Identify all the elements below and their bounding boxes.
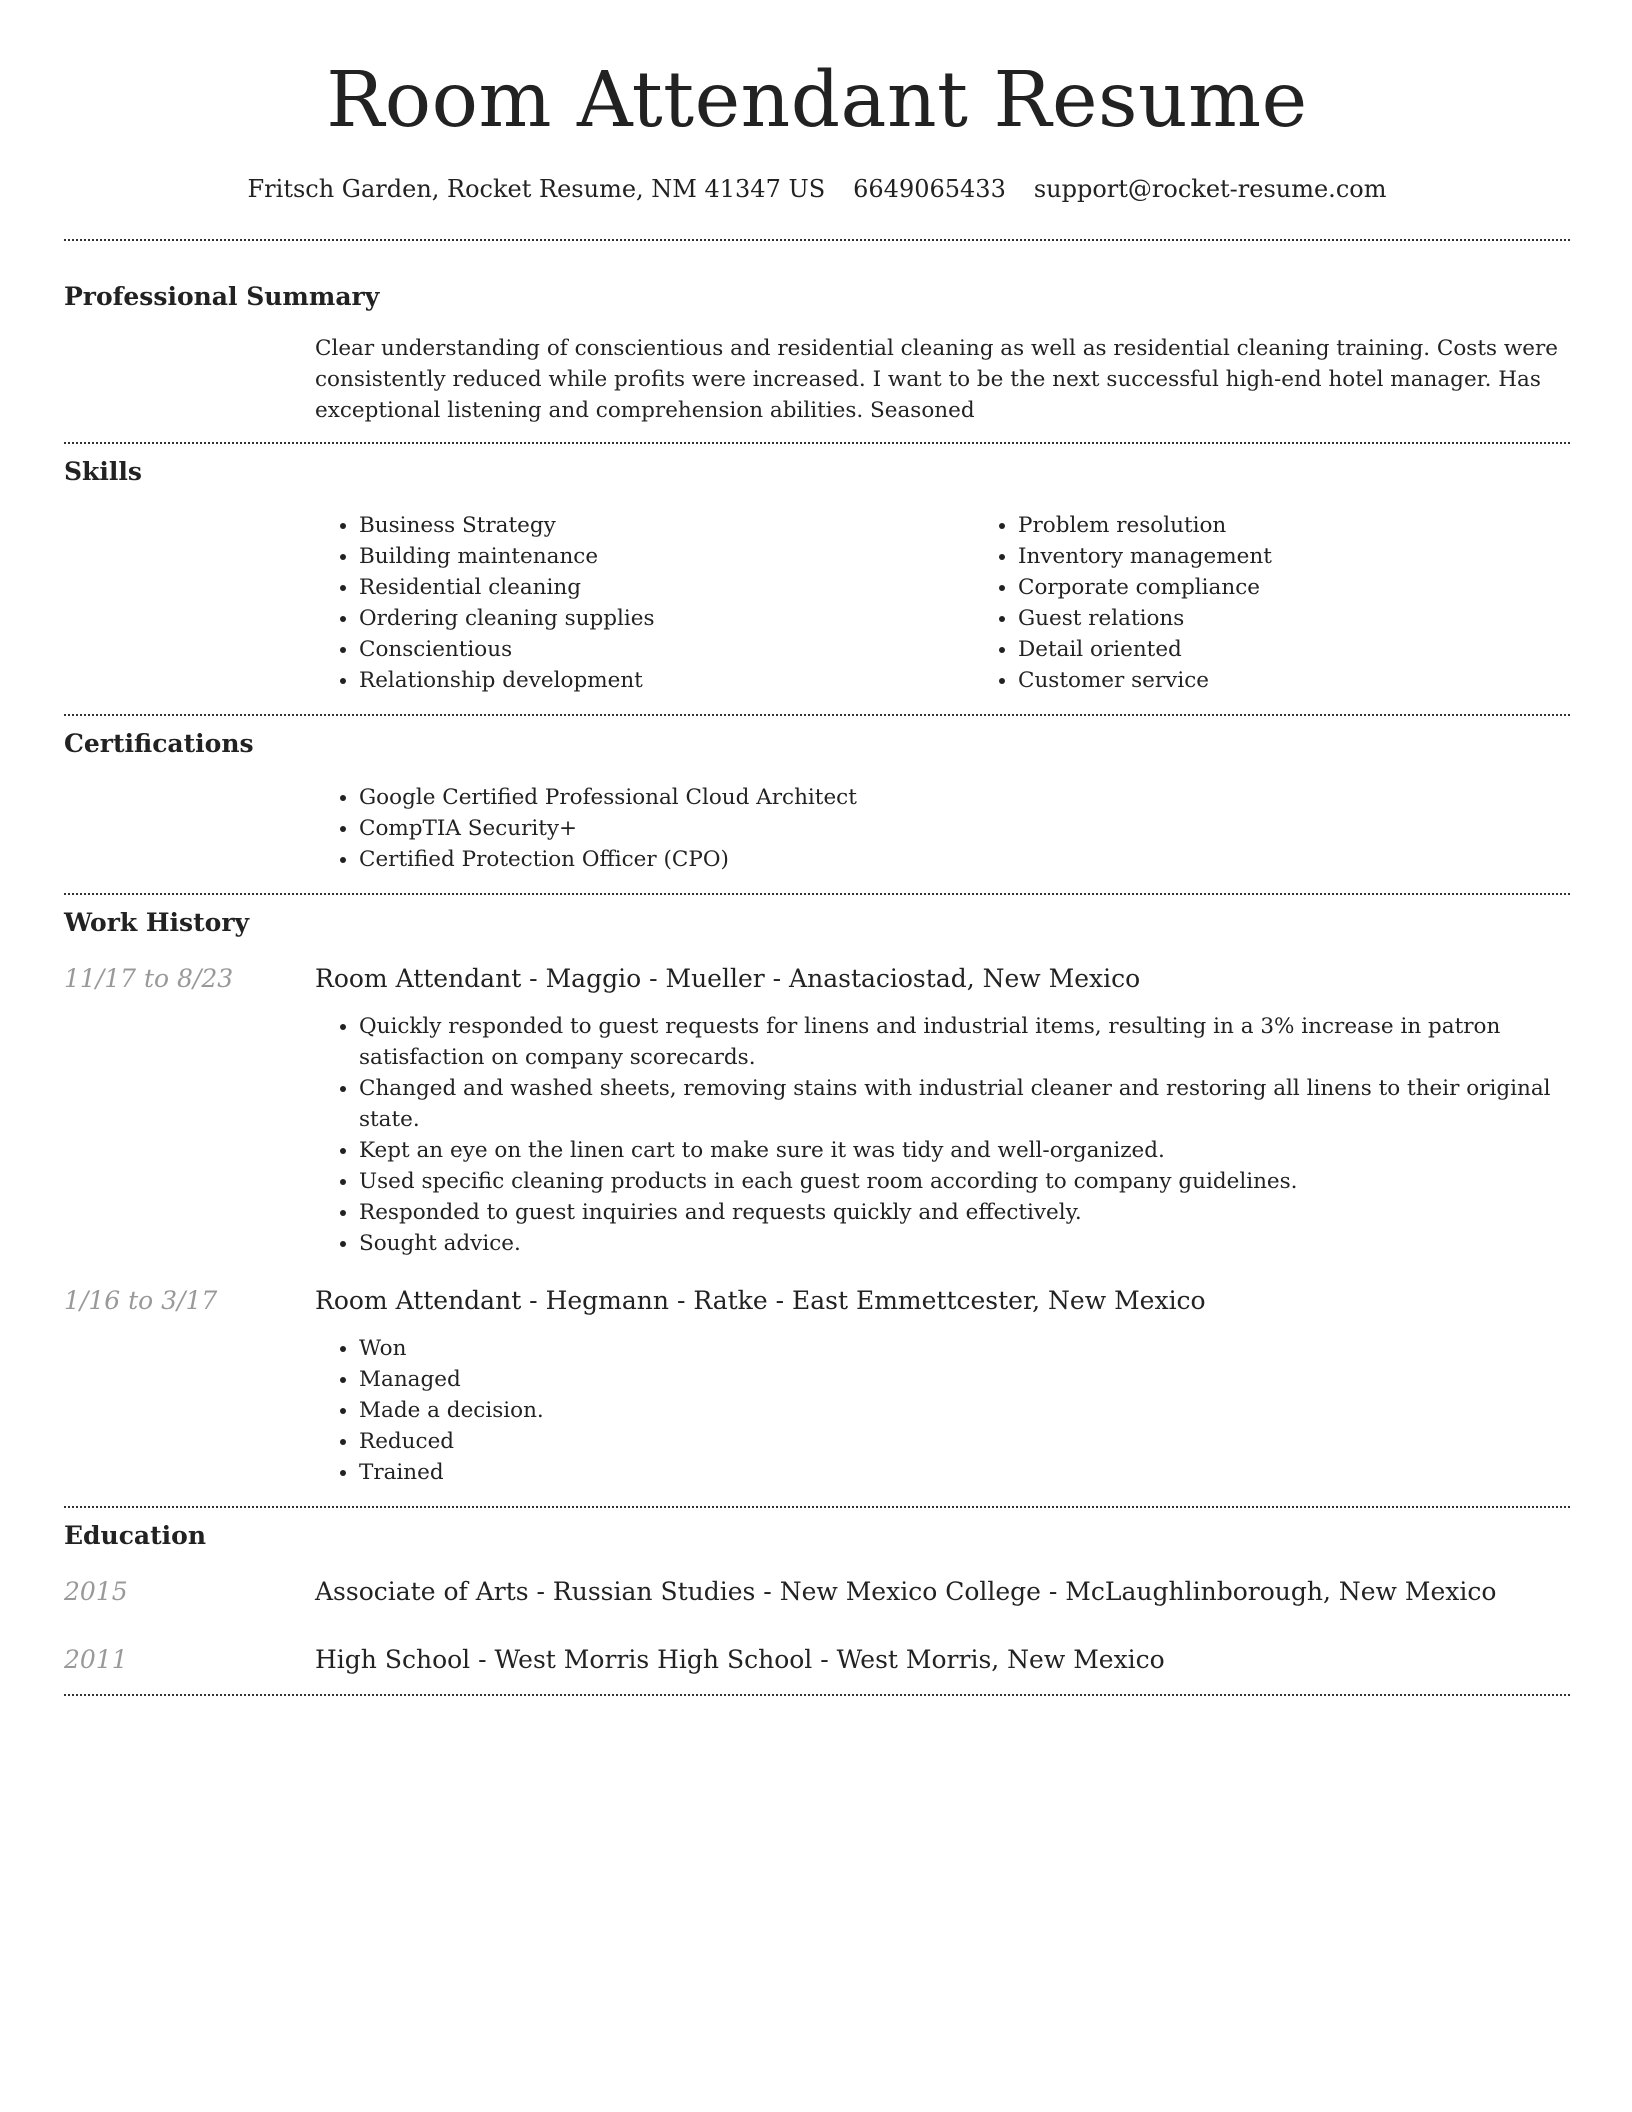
education-section [64, 1508, 1570, 1676]
education-year: 2015 [64, 1577, 128, 1606]
list-item: • Responded to guest inquiries and requests quickly and effectively. [359, 1197, 1570, 1228]
education-year: 2011 [64, 1645, 128, 1674]
summary-heading: Professional Summary [64, 282, 380, 311]
skills-section [64, 444, 1570, 696]
contact-line [64, 174, 1570, 204]
education-heading: Education [64, 1521, 207, 1550]
job-bullets [315, 1011, 1570, 1259]
skills-grid [315, 510, 1632, 696]
job-dates: 1/16 to 3/17 [64, 1286, 218, 1315]
list-item: • Conscientious [359, 634, 974, 665]
list-item: • Won [359, 1333, 1570, 1364]
list-item: • CompTIA Security+ [359, 813, 1570, 844]
education-entry [64, 1644, 1570, 1676]
resume-title: Room Attendant Resume [326, 56, 1308, 145]
work-section [64, 895, 1570, 1488]
job-entry [64, 1285, 1570, 1488]
list-item: • Business Strategy [359, 510, 974, 541]
list-item: • Reduced [359, 1426, 1570, 1457]
summary-text: Clear understanding of conscientious and residential cleaning as well as residential cleaning training. Costs were consistently reduced while profits were increased. I want to be the next successful high-end hotel manager. Has exceptional listening and comprehension abilities. Seasoned [315, 336, 1558, 423]
list-item: • Residential cleaning [359, 572, 974, 603]
list-item: • Detail oriented [1018, 634, 1632, 665]
list-item: • Managed [359, 1364, 1570, 1395]
work-heading: Work History [64, 908, 250, 937]
education-text: High School - West Morris High School - West Morris, New Mexico [315, 1645, 1165, 1674]
list-item: • Google Certified Professional Cloud Architect [359, 782, 1570, 813]
skills-list-left [315, 510, 974, 696]
resume-page [64, 0, 1570, 1696]
job-title: Room Attendant - Maggio - Mueller - Anastaciostad, New Mexico [315, 964, 1141, 993]
list-item: • Ordering cleaning supplies [359, 603, 974, 634]
contact-address: Fritsch Garden, Rocket Resume, NM 41347 US [247, 175, 826, 203]
list-item: • Relationship development [359, 665, 974, 696]
job-title: Room Attendant - Hegmann - Ratke - East Emmettcester, New Mexico [315, 1286, 1206, 1315]
list-item: • Problem resolution [1018, 510, 1632, 541]
list-item: • Made a decision. [359, 1395, 1570, 1426]
list-item: • Corporate compliance [1018, 572, 1632, 603]
skills-heading: Skills [64, 457, 142, 486]
job-entry [64, 963, 1570, 1259]
job-bullets [315, 1333, 1570, 1488]
list-item: • Used specific cleaning products in each guest room according to company guidelines. [359, 1166, 1570, 1197]
divider [64, 1694, 1570, 1696]
contact-email: support@rocket-resume.com [1033, 175, 1387, 203]
list-item: • Guest relations [1018, 603, 1632, 634]
education-entry [64, 1576, 1570, 1608]
job-dates: 11/17 to 8/23 [64, 964, 234, 993]
summary-section [64, 241, 1570, 426]
skills-list-right [974, 510, 1632, 696]
certifications-heading: Certifications [64, 729, 254, 758]
list-item: • Kept an eye on the linen cart to make sure it was tidy and well-organized. [359, 1135, 1570, 1166]
list-item: • Sought advice. [359, 1228, 1570, 1259]
contact-phone: 6649065433 [853, 175, 1006, 203]
list-item: • Certified Protection Officer (CPO) [359, 844, 1570, 875]
list-item: • Quickly responded to guest requests for linens and industrial items, resulting in a 3% increase in patron satisfaction on company scorecards. [359, 1011, 1570, 1073]
certifications-list [315, 782, 1570, 875]
list-item: • Customer service [1018, 665, 1632, 696]
education-text: Associate of Arts - Russian Studies - New Mexico College - McLaughlinborough, New Mexico [315, 1577, 1497, 1606]
list-item: • Building maintenance [359, 541, 974, 572]
list-item: • Trained [359, 1457, 1570, 1488]
list-item: • Inventory management [1018, 541, 1632, 572]
certifications-section [64, 716, 1570, 875]
list-item: • Changed and washed sheets, removing stains with industrial cleaner and restoring all linens to their original state. [359, 1073, 1570, 1135]
